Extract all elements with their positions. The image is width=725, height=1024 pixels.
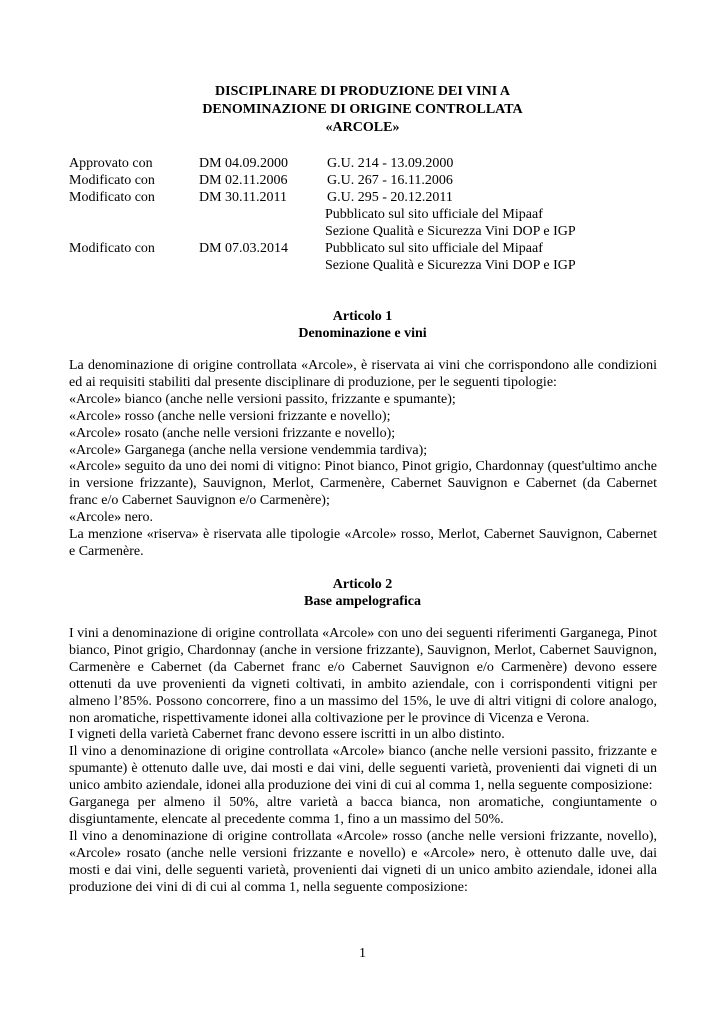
- article-number: Articolo 1: [332, 309, 393, 324]
- approvals-table: [69, 155, 669, 274]
- paragraph: La denominazione di origine controllata «Arcole», è riservata ai vini che corrispondono alle condizioni ed ai requisiti stabiliti dal presente disciplinare di produzione, per le seguenti tipologie:: [69, 358, 657, 390]
- article-1-heading: [0, 308, 725, 342]
- approval-decree: DM 02.11.2006: [199, 173, 288, 188]
- paragraph: «Arcole» bianco (anche nelle versioni passito, frizzante e spumante);: [69, 391, 456, 407]
- approval-reference: Pubblicato sul sito ufficiale del Mipaaf: [325, 241, 543, 256]
- approval-row: [69, 223, 669, 240]
- approval-row: [69, 155, 669, 172]
- approval-decree: DM 07.03.2014: [199, 241, 289, 256]
- article-2-heading: [0, 576, 725, 610]
- title-line-3: «ARCOLE»: [325, 120, 400, 135]
- paragraph: I vigneti della varietà Cabernet franc devono essere iscritti in un albo distinto.: [69, 727, 505, 743]
- title-line-2: DENOMINAZIONE DI ORIGINE CONTROLLATA: [202, 102, 523, 117]
- article-title: Base ampelografica: [303, 594, 422, 609]
- approval-label: Modificato con: [69, 173, 155, 188]
- approval-decree: DM 04.09.2000: [199, 156, 289, 171]
- paragraph: Il vino a denominazione di origine controllata «Arcole» rosso (anche nelle versioni frizzante, novello), «Arcole» rosato (anche nelle versioni frizzante e novello) e «Arcole» nero, è ottenuto dalle uve, dai mosti e dai vini, delle seguenti varietà, provenienti dai vigneti di un unico ambito aziendale, idonei alla produzione dei vini di di cui al comma 1, nella seguente composizione:: [69, 828, 657, 895]
- article-2-body: [69, 626, 657, 897]
- paragraph: Il vino a denominazione di origine controllata «Arcole» bianco (anche nelle versioni passito, frizzante e spumante) è ottenuto dalle uve, dai mosti e dai vini, delle seguenti varietà, provenienti dai vigneti di un unico ambito aziendale, idonei alla produzione dei vini di cui al comma 1, nella seguente composizione:: [69, 744, 657, 794]
- document-title: [0, 83, 725, 137]
- title-line-1: DISCIPLINARE DI PRODUZIONE DEI VINI A: [215, 84, 510, 99]
- paragraph: «Arcole» seguito da uno dei nomi di vitigno: Pinot bianco, Pinot grigio, Chardonnay (quest'ultimo anche in versione frizzante), Sauvignon, Merlot, Carmenère, Cabernet Sauvignon e Cabernet (da Cabernet franc e/o Cabernet Sauvignon e/o Carmenère);: [69, 459, 657, 509]
- approval-decree: DM 30.11.2011: [199, 190, 288, 205]
- approval-reference: G.U. 295 - 20.12.2011: [327, 190, 453, 205]
- paragraph: I vini a denominazione di origine controllata «Arcole» con uno dei seguenti riferimenti Garganega, Pinot bianco, Pinot grigio, Chardonnay (anche in versione frizzante), Sauvignon, Merlot, Cabernet Sauvignon, Carmenère e Cabernet (da Cabernet franc e/o Cabernet Sauvignon e/o Carmenère) devono essere ottenuti da uve provenienti da vigneti coltivati, in ambito aziendale, con i corrispondenti vitigni per almeno l’85%. Possono concorrere, fino a un massimo del 15%, le uve di altri vitigni di colore analogo, non aromatiche, rispettivamente idonei alla coltivazione per le province di Vicenza e Verona.: [69, 626, 657, 726]
- approval-row: [69, 189, 669, 206]
- approval-row: [69, 172, 669, 189]
- paragraph: Garganega per almeno il 50%, altre varietà a bacca bianca, non aromatiche, congiuntamente o disgiuntamente, elencate al precedente comma 1, fino a un massimo del 50%.: [69, 795, 657, 827]
- approval-reference: G.U. 214 - 13.09.2000: [327, 156, 454, 171]
- article-title: Denominazione e vini: [298, 326, 427, 341]
- approval-row: [69, 257, 669, 274]
- paragraph: «Arcole» nero.: [69, 510, 153, 526]
- article-number: Articolo 2: [332, 577, 393, 592]
- article-1-body: [69, 358, 657, 561]
- approval-reference: Sezione Qualità e Sicurezza Vini DOP e IGP: [325, 258, 576, 273]
- approval-label: Modificato con: [69, 241, 155, 256]
- approval-label: Modificato con: [69, 190, 155, 205]
- paragraph: «Arcole» rosato (anche nelle versioni frizzante e novello);: [69, 425, 396, 441]
- approval-reference: Pubblicato sul sito ufficiale del Mipaaf: [325, 207, 543, 222]
- approval-label: Approvato con: [69, 156, 153, 171]
- paragraph: La menzione «riserva» è riservata alle tipologie «Arcole» rosso, Merlot, Cabernet Sauvignon, Cabernet e Carmenère.: [69, 527, 657, 559]
- page-number: 1: [359, 946, 366, 961]
- approval-reference: Sezione Qualità e Sicurezza Vini DOP e IGP: [325, 224, 576, 239]
- paragraph: «Arcole» rosso (anche nelle versioni frizzante e novello);: [69, 408, 391, 424]
- approval-row: [69, 206, 669, 223]
- approval-reference: G.U. 267 - 16.11.2006: [327, 173, 453, 188]
- paragraph: «Arcole» Garganega (anche nella versione vendemmia tardiva);: [69, 442, 428, 458]
- approval-row: [69, 240, 669, 257]
